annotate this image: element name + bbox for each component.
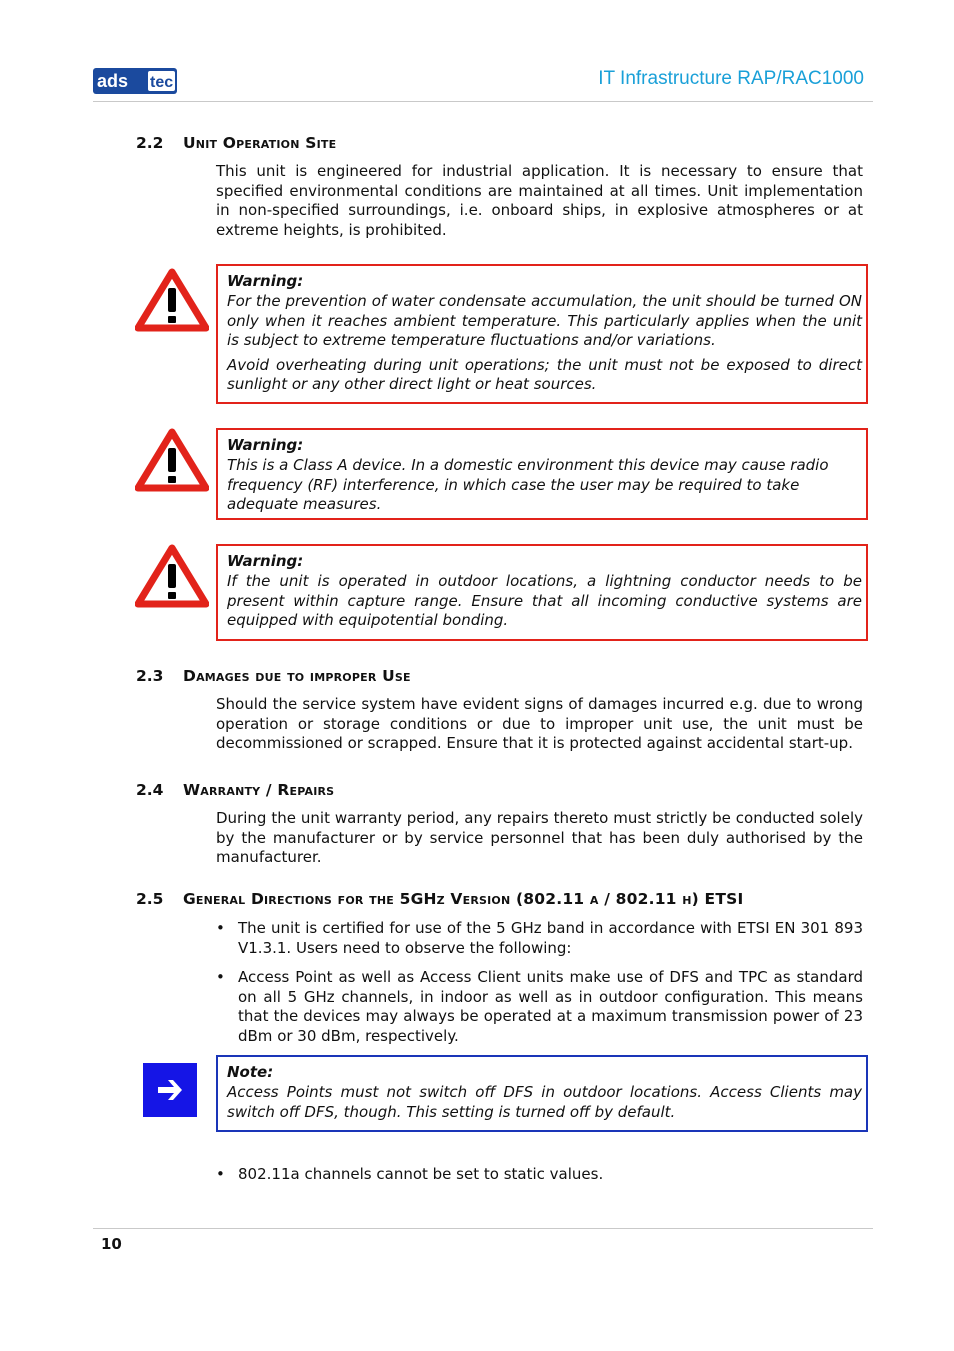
warning-label: Warning: (227, 436, 304, 454)
arrow-right-icon (143, 1063, 197, 1117)
warning-text: If the unit is operated in outdoor locations, a lightning conductor needs to be present within capture range. Ensure that all incoming conductive systems are equipped with equipotential bonding. (227, 572, 862, 629)
footer-divider (93, 1228, 873, 1229)
bullet-list (216, 1165, 863, 1195)
section-number: 2.4 (136, 781, 164, 799)
warning-box (216, 544, 868, 641)
section-paragraph: During the unit warranty period, any repairs thereto must strictly be conducted solely by the manufacturer or by service personnel that has been duly authorised by the manufacturer. (216, 809, 863, 866)
warning-text: This is a Class A device. In a domestic environment this device may cause radio frequency (RF) interference, in which case the user may be required to take adequate measures. (227, 456, 829, 513)
section-title: General Directions for the 5GHz Version (802.11 a / 802.11 h) ETSI (183, 890, 744, 908)
note-box (216, 1055, 868, 1132)
warning-text: For the prevention of water condensate accumulation, the unit should be turned ON only when it reaches ambient temperature. This particularly applies when the unit is subject to extreme temperature fluctuations and/or variations. (227, 292, 862, 349)
warning-box (216, 264, 868, 404)
document-title: IT Infrastructure RAP/RAC1000 (598, 68, 864, 89)
bullet-list (216, 919, 863, 1056)
svg-text:tec: tec (150, 74, 174, 91)
section-paragraph: This unit is engineered for industrial application. It is necessary to ensure that specified environmental conditions are maintained at all times. Unit implementation in non-specified surroundings, i.e. onboard ships, in explosive atmospheres or at extreme heights, is prohibited. (216, 162, 863, 239)
header-divider (93, 101, 873, 102)
section-title: Warranty / Repairs (183, 781, 335, 799)
warning-triangle-icon (135, 544, 209, 608)
warning-triangle-icon (135, 268, 209, 332)
bullet-icon: • (216, 968, 225, 986)
section-number: 2.2 (136, 134, 164, 152)
warning-triangle-icon (135, 428, 209, 492)
section-title: Unit Operation Site (183, 134, 337, 152)
list-item-text: The unit is certified for use of the 5 GHz band in accordance with ETSI EN 301 893 V1.3.1. Users need to observe the following: (238, 919, 863, 957)
svg-text:ads: ads (97, 71, 129, 91)
warning-label: Warning: (227, 552, 304, 570)
warning-text: Avoid overheating during unit operations; the unit must not be exposed to direct sunlight or any other direct light or heat sources. (227, 355, 862, 393)
section-number: 2.3 (136, 667, 164, 685)
note-label: Note: (227, 1063, 274, 1081)
section-paragraph: Should the service system have evident signs of damages incurred e.g. due to wrong operation or storage conditions or due to improper unit use, the unit must be decommissioned or scrapped. Ensure that it is protected against accidental start-up. (216, 695, 863, 752)
section-number: 2.5 (136, 890, 164, 908)
adstec-logo (93, 68, 177, 94)
list-item (216, 919, 863, 958)
bullet-icon: • (216, 1165, 225, 1183)
warning-label: Warning: (227, 272, 304, 290)
list-item (216, 968, 863, 1046)
page-number: 10 (101, 1235, 122, 1253)
note-text: Access Points must not switch off DFS in outdoor locations. Access Clients may switch off DFS, though. This setting is turned off by default. (227, 1083, 862, 1121)
list-item-text: 802.11a channels cannot be set to static values. (238, 1165, 604, 1183)
list-item (216, 1165, 863, 1185)
list-item-text: Access Point as well as Access Client units make use of DFS and TPC as standard on all 5 GHz channels, in indoor as well as in outdoor configuration. This means that the devices may always be operated at a maximum transmission power of 23 dBm or 30 dBm, respectively. (238, 968, 863, 1045)
bullet-icon: • (216, 919, 225, 937)
section-title: Damages due to improper Use (183, 667, 411, 685)
warning-box (216, 428, 868, 520)
